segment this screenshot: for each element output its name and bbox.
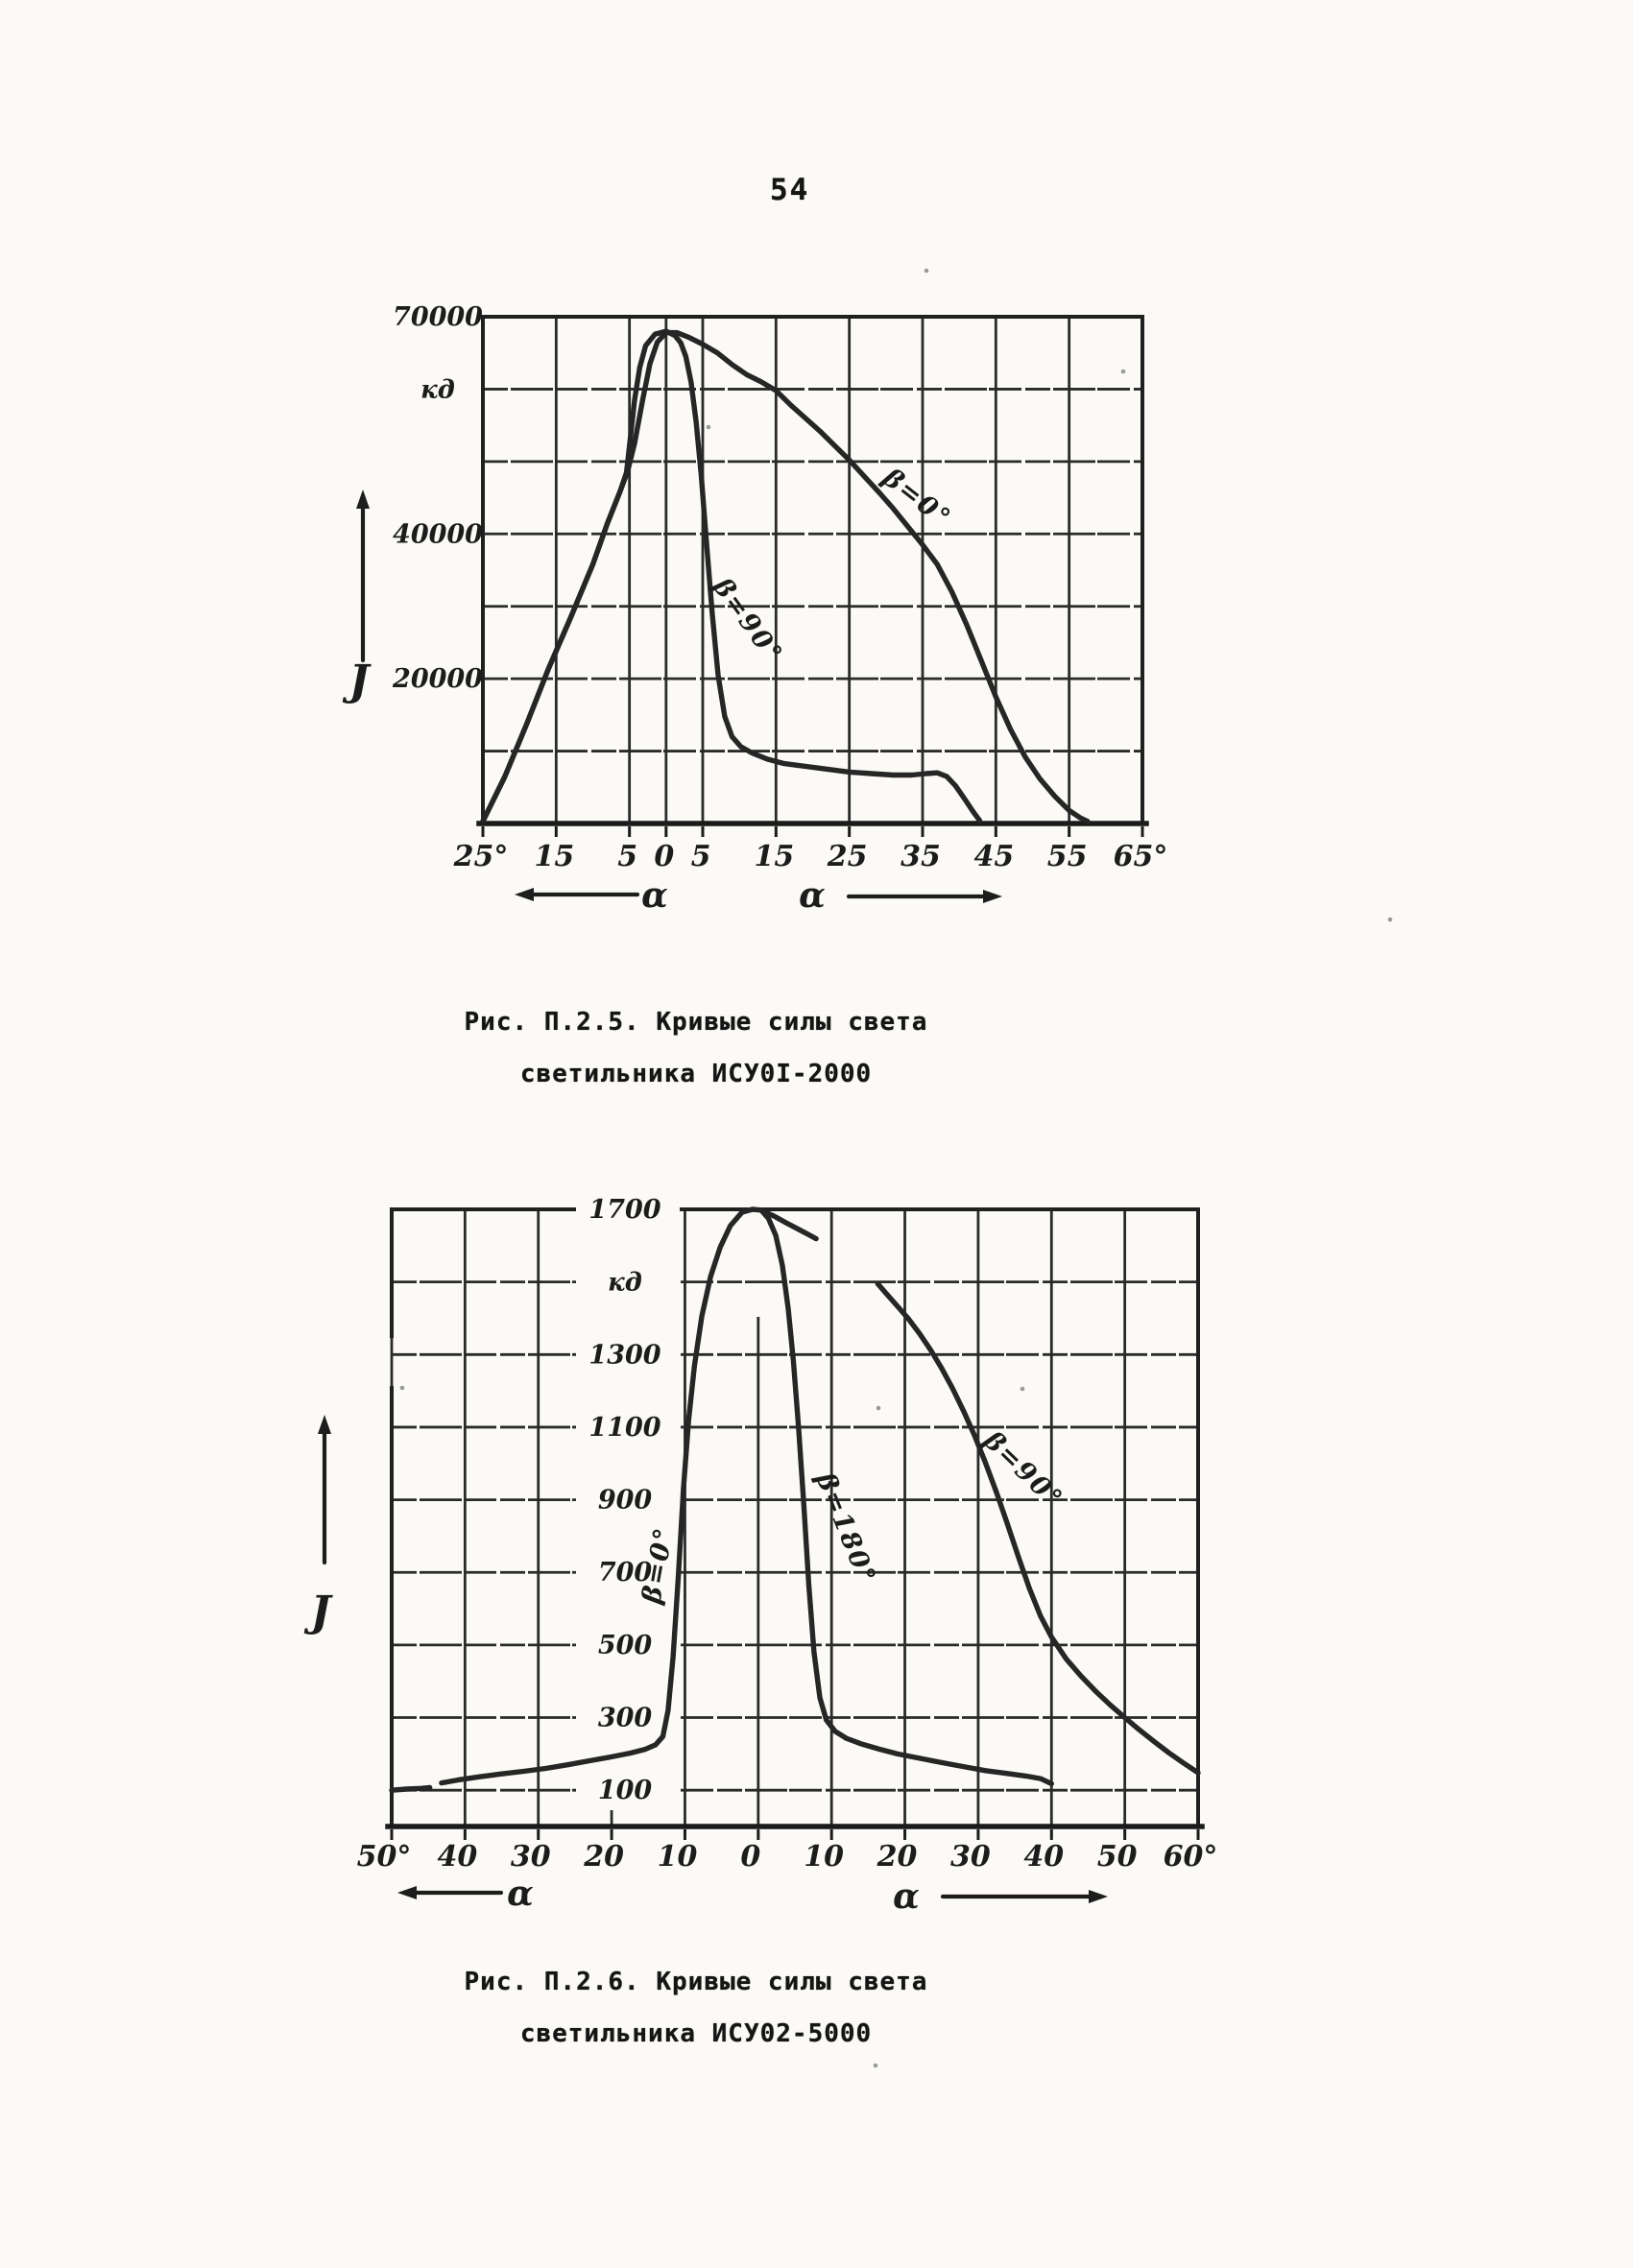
y-tick-label: 900 bbox=[597, 1485, 653, 1516]
curve-label: β=90° bbox=[977, 1425, 1069, 1516]
figure1-caption bbox=[0, 996, 1392, 1100]
j-axis-label: J bbox=[310, 1588, 331, 1636]
figure-chart-1 bbox=[343, 302, 1168, 916]
y-tick-label: 700 bbox=[597, 1558, 653, 1588]
alpha-label: α bbox=[507, 1874, 534, 1914]
x-tick-label: 15 bbox=[754, 840, 795, 873]
y-tick-label: 1700 bbox=[588, 1195, 661, 1225]
x-tick-label: 35 bbox=[901, 840, 941, 873]
arrowhead-icon bbox=[397, 1886, 417, 1899]
x-tick-label: 5 bbox=[690, 840, 711, 873]
scan-speck bbox=[707, 425, 711, 430]
scan-speck bbox=[1388, 918, 1393, 922]
arrowhead-icon bbox=[983, 890, 1002, 903]
figure2-caption-line1: Рис. П.2.6. Кривые силы света bbox=[464, 1968, 928, 1996]
x-tick-label: 10 bbox=[804, 1840, 845, 1874]
y-tick-label: 20000 bbox=[393, 664, 483, 695]
x-tick-label: 40 bbox=[437, 1840, 478, 1874]
figure2-caption-line2: светильника ИСУ02-5000 bbox=[519, 2019, 873, 2048]
figure-chart-2 bbox=[304, 1195, 1218, 1917]
page-number: 54 bbox=[770, 173, 810, 207]
figure1-caption-line2: светильника ИСУ0I-2000 bbox=[519, 1060, 873, 1088]
curve-label: β=0° bbox=[636, 1524, 680, 1607]
y-axis-unit-label: кд bbox=[420, 375, 455, 405]
scan-speck bbox=[1021, 1387, 1025, 1392]
x-tick-label: 50° bbox=[356, 1840, 412, 1874]
y-tick-label: 1100 bbox=[588, 1412, 661, 1443]
curve-label: β=90° bbox=[707, 572, 789, 670]
scan-speck bbox=[400, 1386, 405, 1391]
figure2-caption bbox=[0, 1956, 1392, 2060]
curve-beta-0-180 bbox=[392, 1788, 430, 1791]
curve-beta-90 bbox=[877, 1284, 1198, 1774]
x-tick-label: 10 bbox=[657, 1840, 698, 1874]
x-tick-label: 30 bbox=[510, 1840, 551, 1874]
y-tick-label: 70000 bbox=[393, 302, 483, 332]
y-tick-label: 300 bbox=[597, 1703, 653, 1733]
x-tick-label: 55 bbox=[1046, 840, 1088, 873]
x-tick-label: 0 bbox=[654, 840, 675, 873]
curve-beta-0-180 bbox=[442, 1209, 1051, 1783]
x-tick-label: 65° bbox=[1113, 840, 1168, 873]
arrowhead-icon bbox=[1089, 1890, 1108, 1903]
alpha-label: α bbox=[641, 875, 668, 916]
scan-speck bbox=[925, 269, 929, 274]
x-tick-label: 40 bbox=[1023, 1840, 1065, 1874]
x-tick-label: 25 bbox=[827, 840, 868, 873]
y-tick-label: 100 bbox=[597, 1776, 653, 1806]
curve-label: β=0° bbox=[877, 463, 957, 535]
x-tick-label: 5 bbox=[617, 840, 638, 873]
y-axis-unit-label: кд bbox=[608, 1268, 642, 1298]
y-tick-label: 40000 bbox=[393, 519, 483, 550]
arrowhead-icon bbox=[515, 888, 534, 901]
arrowhead-icon bbox=[318, 1415, 331, 1434]
y-tick-label: 500 bbox=[597, 1630, 653, 1660]
x-tick-label: 30 bbox=[950, 1840, 991, 1874]
alpha-label: α bbox=[799, 875, 826, 916]
curve-label: β=180° bbox=[809, 1468, 882, 1589]
x-tick-label: 20 bbox=[584, 1840, 624, 1874]
y-tick-label: 1300 bbox=[588, 1340, 661, 1371]
x-tick-label: 50 bbox=[1096, 1840, 1138, 1874]
scan-speck bbox=[874, 2064, 878, 2068]
x-tick-label: 0 bbox=[740, 1840, 761, 1874]
x-tick-label: 20 bbox=[877, 1840, 918, 1874]
x-tick-label: 15 bbox=[534, 840, 575, 873]
alpha-label: α bbox=[893, 1876, 920, 1917]
x-tick-label: 25° bbox=[453, 840, 509, 873]
j-axis-label: J bbox=[348, 657, 370, 705]
x-tick-label: 45 bbox=[973, 840, 1015, 873]
scan-speck bbox=[1121, 370, 1126, 374]
arrowhead-icon bbox=[356, 489, 370, 509]
x-tick-label: 60° bbox=[1163, 1840, 1218, 1874]
figure1-caption-line1: Рис. П.2.5. Кривые силы света bbox=[464, 1008, 928, 1037]
scan-speck bbox=[877, 1406, 881, 1411]
